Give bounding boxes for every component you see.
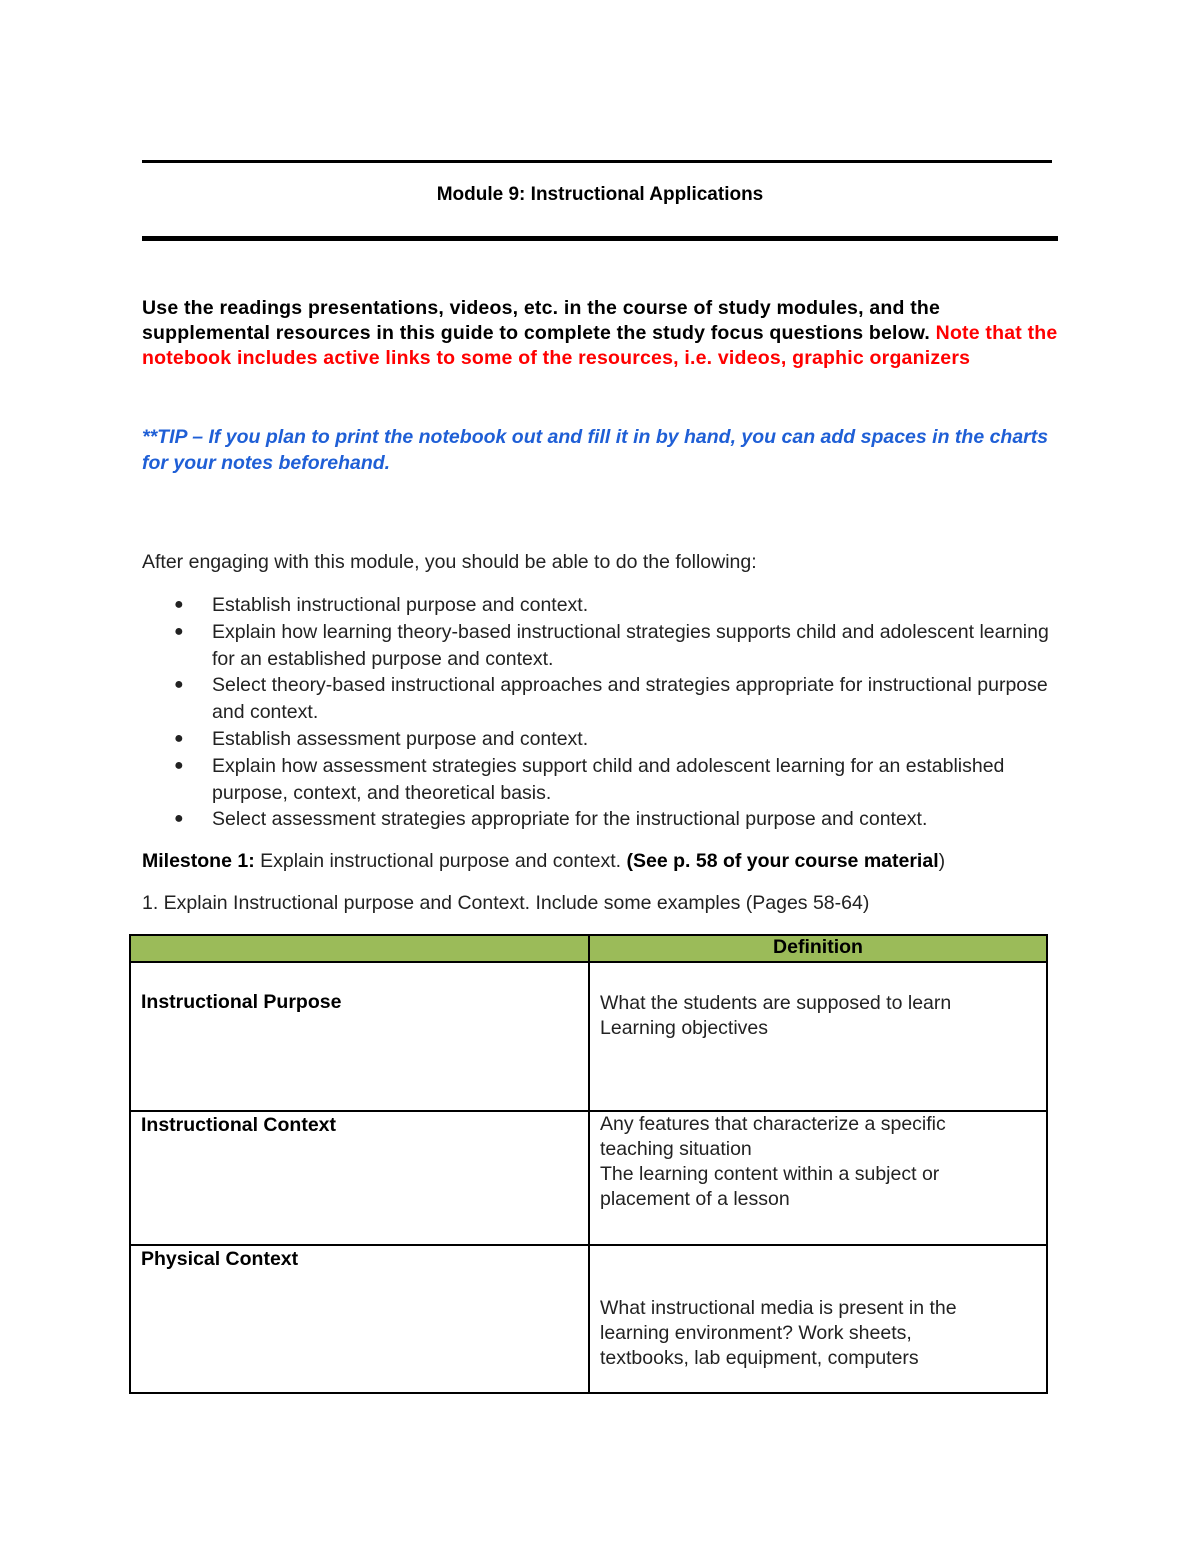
milestone-label: Milestone 1: — [142, 850, 255, 872]
list-item: ● Explain how assessment strategies support child and adolescent learning for an established purpose, context, and theoretical basis. — [174, 754, 1005, 804]
milestone-close: ) — [938, 850, 946, 872]
intro-bold-text: Use the readings presentations, videos, etc. in the course of study modules, and the supplemental resources in this guide to complete the study focus questions below. — [142, 297, 941, 344]
list-item: ● Establish instructional purpose and context. — [142, 592, 1072, 619]
bullet-icon: ● — [174, 729, 184, 747]
term-cell: Instructional Purpose — [130, 962, 589, 1111]
tip-text: **TIP – If you plan to print the notebook out and fill it in by hand, you can add spaces in the charts for your notes beforehand. — [142, 426, 1049, 474]
objectives-lead: After engaging with this module, you should be able to do the following: — [142, 551, 757, 573]
page-title: Module 9: Instructional Applications — [436, 184, 764, 205]
header-cell-definition: Definition — [589, 935, 1047, 962]
list-item: ● Select assessment strategies appropriate for the instructional purpose and context. — [142, 806, 1072, 833]
title-rule — [142, 236, 1058, 241]
list-item: ● Select theory-based instructional approaches and strategies appropriate for instructional purpose and context. — [174, 674, 1048, 724]
term-cell: Physical Context — [130, 1245, 589, 1393]
definition-cell: What the students are supposed to learn Learning objectives — [589, 962, 1047, 1111]
list-item: ● Explain how learning theory-based instructional strategies supports child and adolescent learning for an established purpose and context. — [174, 620, 1049, 670]
milestone-text: Explain instructional purpose and context. — [254, 850, 627, 872]
milestone-ref: (See p. 58 of your course material — [626, 850, 939, 872]
table-row — [130, 1111, 1047, 1245]
term-cell: Instructional Context — [130, 1111, 589, 1245]
intro-note-text: Note that the notebook includes active links to some of the resources, i.e. videos, graphic organizers — [142, 322, 1058, 369]
table-row — [130, 1245, 1047, 1393]
list-item: ● Establish assessment purpose and context. — [142, 726, 1072, 753]
definition-cell: What instructional media is present in the learning environment? Work sheets, textbooks, lab equipment, computers — [589, 1245, 1047, 1393]
bullet-icon: ● — [174, 622, 184, 640]
definition-table — [129, 934, 1048, 1394]
table-row — [130, 962, 1047, 1111]
bullet-icon: ● — [174, 596, 184, 613]
definition-cell: Any features that characterize a specific teaching situation The learning content within a subject or placement of a lesson — [589, 1111, 1047, 1245]
milestone-heading — [142, 850, 945, 873]
bullet-icon: ● — [174, 810, 184, 828]
bullet-icon: ● — [174, 756, 184, 774]
header-cell-left — [130, 935, 589, 962]
question-text: 1. Explain Instructional purpose and Context. Include some examples (Pages 58-64) — [142, 892, 870, 914]
intro-paragraph — [142, 296, 1062, 371]
objectives-list — [142, 592, 1072, 833]
top-rule — [142, 160, 1052, 163]
bullet-icon: ● — [174, 676, 184, 694]
table-header-row — [130, 935, 1047, 962]
